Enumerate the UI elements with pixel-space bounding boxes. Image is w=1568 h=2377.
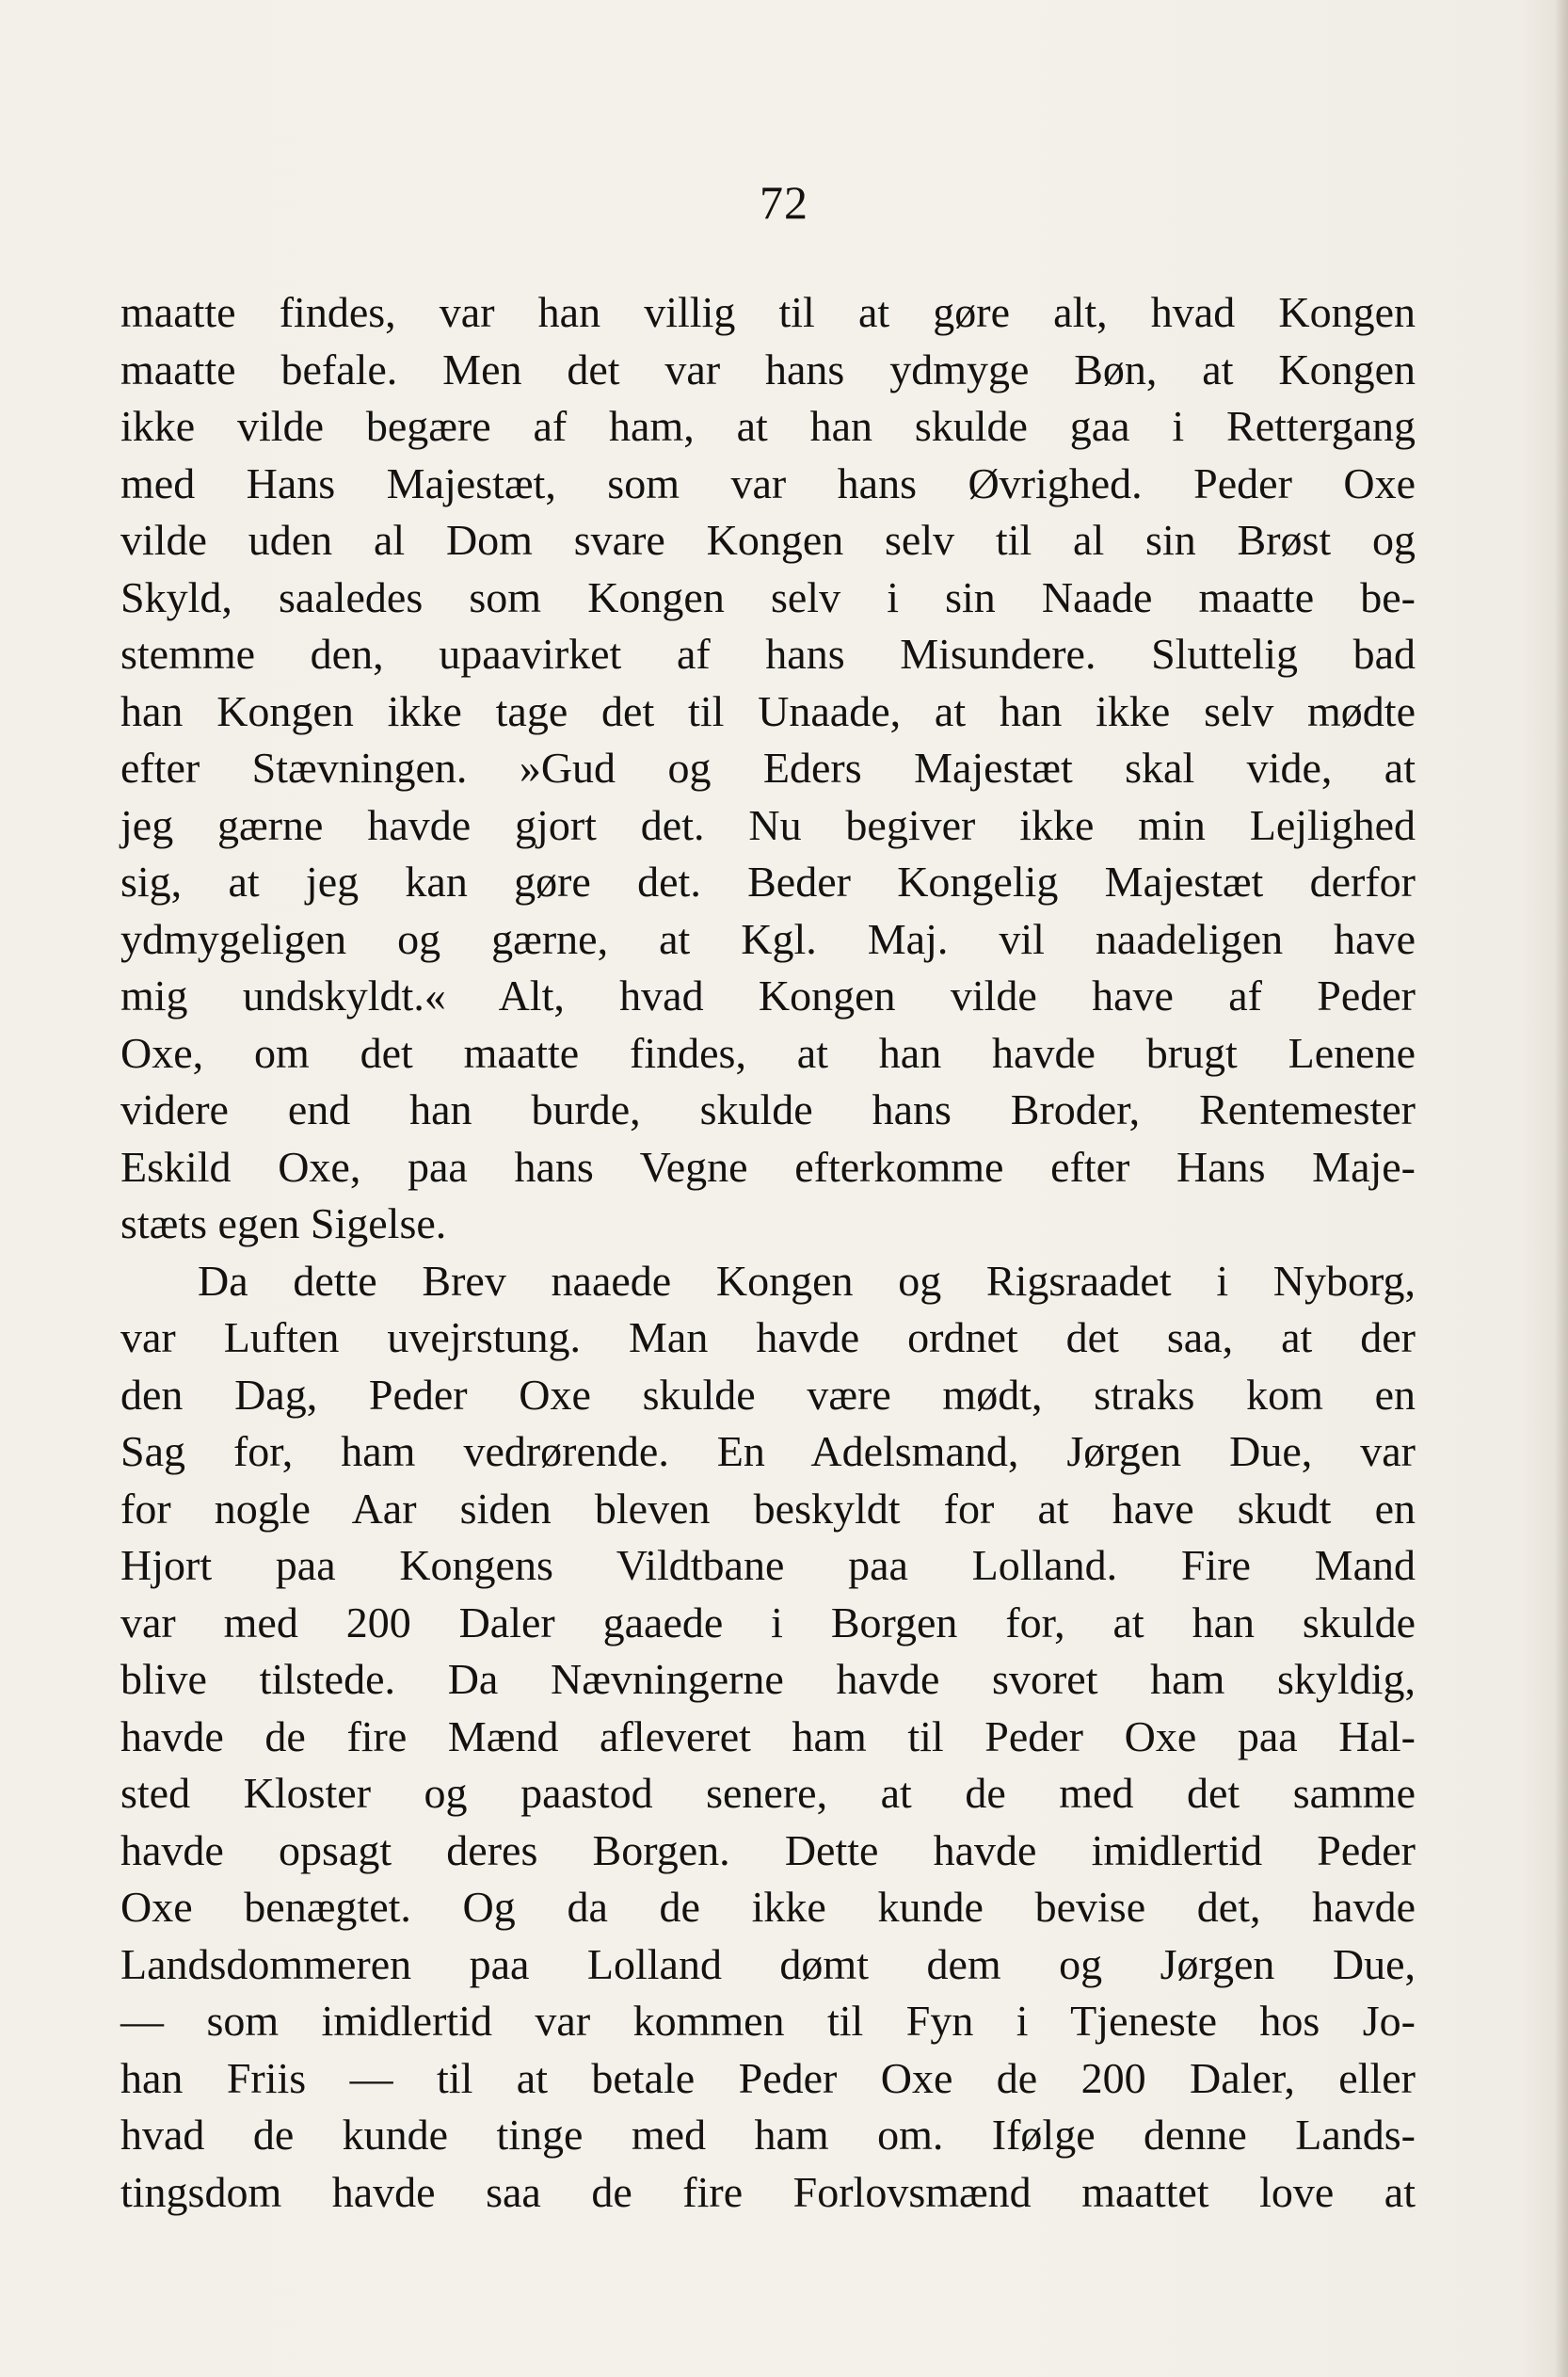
- text-line: han Friis — til at betale Peder Oxe de 200 Daler, eller: [120, 2053, 1416, 2102]
- text-line: den Dag, Peder Oxe skulde være mødt, straks kom en: [120, 1370, 1416, 1419]
- page-edge-shadow: [1555, 0, 1568, 2377]
- text-line: havde de fire Mænd afleveret ham til Peder Oxe paa Hal-: [120, 1711, 1416, 1760]
- text-line: sted Kloster og paastod senere, at de med det samme: [120, 1769, 1416, 1817]
- text-line: stemme den, upaavirket af hans Misundere. Sluttelig bad: [120, 630, 1416, 678]
- text-line: — som imidlertid var kommen til Fyn i Tjeneste hos Jo-: [120, 1997, 1416, 2045]
- text-line: tingsdom havde saa de fire Forlovsmænd maattet love at: [120, 2167, 1416, 2216]
- text-line: Oxe, om det maatte findes, at han havde brugt Lenene: [120, 1028, 1416, 1077]
- page-number: 72: [760, 176, 808, 229]
- text-line: maatte findes, var han villig til at gøre alt, hvad Kongen: [120, 288, 1416, 336]
- text-line: for nogle Aar siden bleven beskyldt for at have skudt en: [120, 1484, 1416, 1533]
- body-text: [120, 284, 1416, 2221]
- text-line: ikke vilde begære af ham, at han skulde gaa i Rettergang: [120, 402, 1416, 450]
- text-line: var med 200 Daler gaaede i Borgen for, at han skulde: [120, 1598, 1416, 1646]
- paragraph-start-line: Da dette Brev naaede Kongen og Rigsraadet i Nyborg,: [198, 1256, 1416, 1305]
- text-line: blive tilstede. Da Nævningerne havde svoret ham skyldig,: [120, 1655, 1416, 1703]
- text-line: med Hans Majestæt, som var hans Øvrighed. Peder Oxe: [120, 458, 1416, 507]
- text-line: Landsdommeren paa Lolland dømt dem og Jørgen Due,: [120, 1939, 1416, 1988]
- text-line: var Luften uvejrstung. Man havde ordnet det saa, at der: [120, 1313, 1416, 1361]
- text-line: Sag for, ham vedrørende. En Adelsmand, Jørgen Due, var: [120, 1427, 1416, 1475]
- text-line: Skyld, saaledes som Kongen selv i sin Naade maatte be-: [120, 572, 1416, 621]
- text-line: ydmygeligen og gærne, at Kgl. Maj. vil naadeligen have: [120, 914, 1416, 963]
- text-line: Eskild Oxe, paa hans Vegne efterkomme efter Hans Maje-: [120, 1142, 1416, 1191]
- text-line: sig, at jeg kan gøre det. Beder Kongelig Majestæt derfor: [120, 858, 1416, 906]
- text-line: efter Stævningen. »Gud og Eders Majestæt skal vide, at: [120, 744, 1416, 792]
- text-line: havde opsagt deres Borgen. Dette havde imidlertid Peder: [120, 1825, 1416, 1874]
- text-line: videre end han burde, skulde hans Broder, Rentemester: [120, 1085, 1416, 1133]
- text-line: hvad de kunde tinge med ham om. Ifølge denne Lands-: [120, 2111, 1416, 2159]
- text-line: han Kongen ikke tage det til Unaade, at han ikke selv mødte: [120, 686, 1416, 735]
- text-line: Oxe benægtet. Og da de ikke kunde bevise det, havde: [120, 1883, 1416, 1931]
- text-line: maatte befale. Men det var hans ydmyge Bøn, at Kongen: [120, 345, 1416, 393]
- text-line: Hjort paa Kongens Vildtbane paa Lolland. Fire Mand: [120, 1541, 1416, 1589]
- text-line: vilde uden al Dom svare Kongen selv til al sin Brøst og: [120, 516, 1416, 564]
- paragraph-end-line: stæts egen Sigelse.: [120, 1199, 447, 1247]
- text-line: jeg gærne havde gjort det. Nu begiver ikke min Lejlighed: [120, 800, 1416, 849]
- text-line: mig undskyldt.« Alt, hvad Kongen vilde have af Peder: [120, 972, 1416, 1020]
